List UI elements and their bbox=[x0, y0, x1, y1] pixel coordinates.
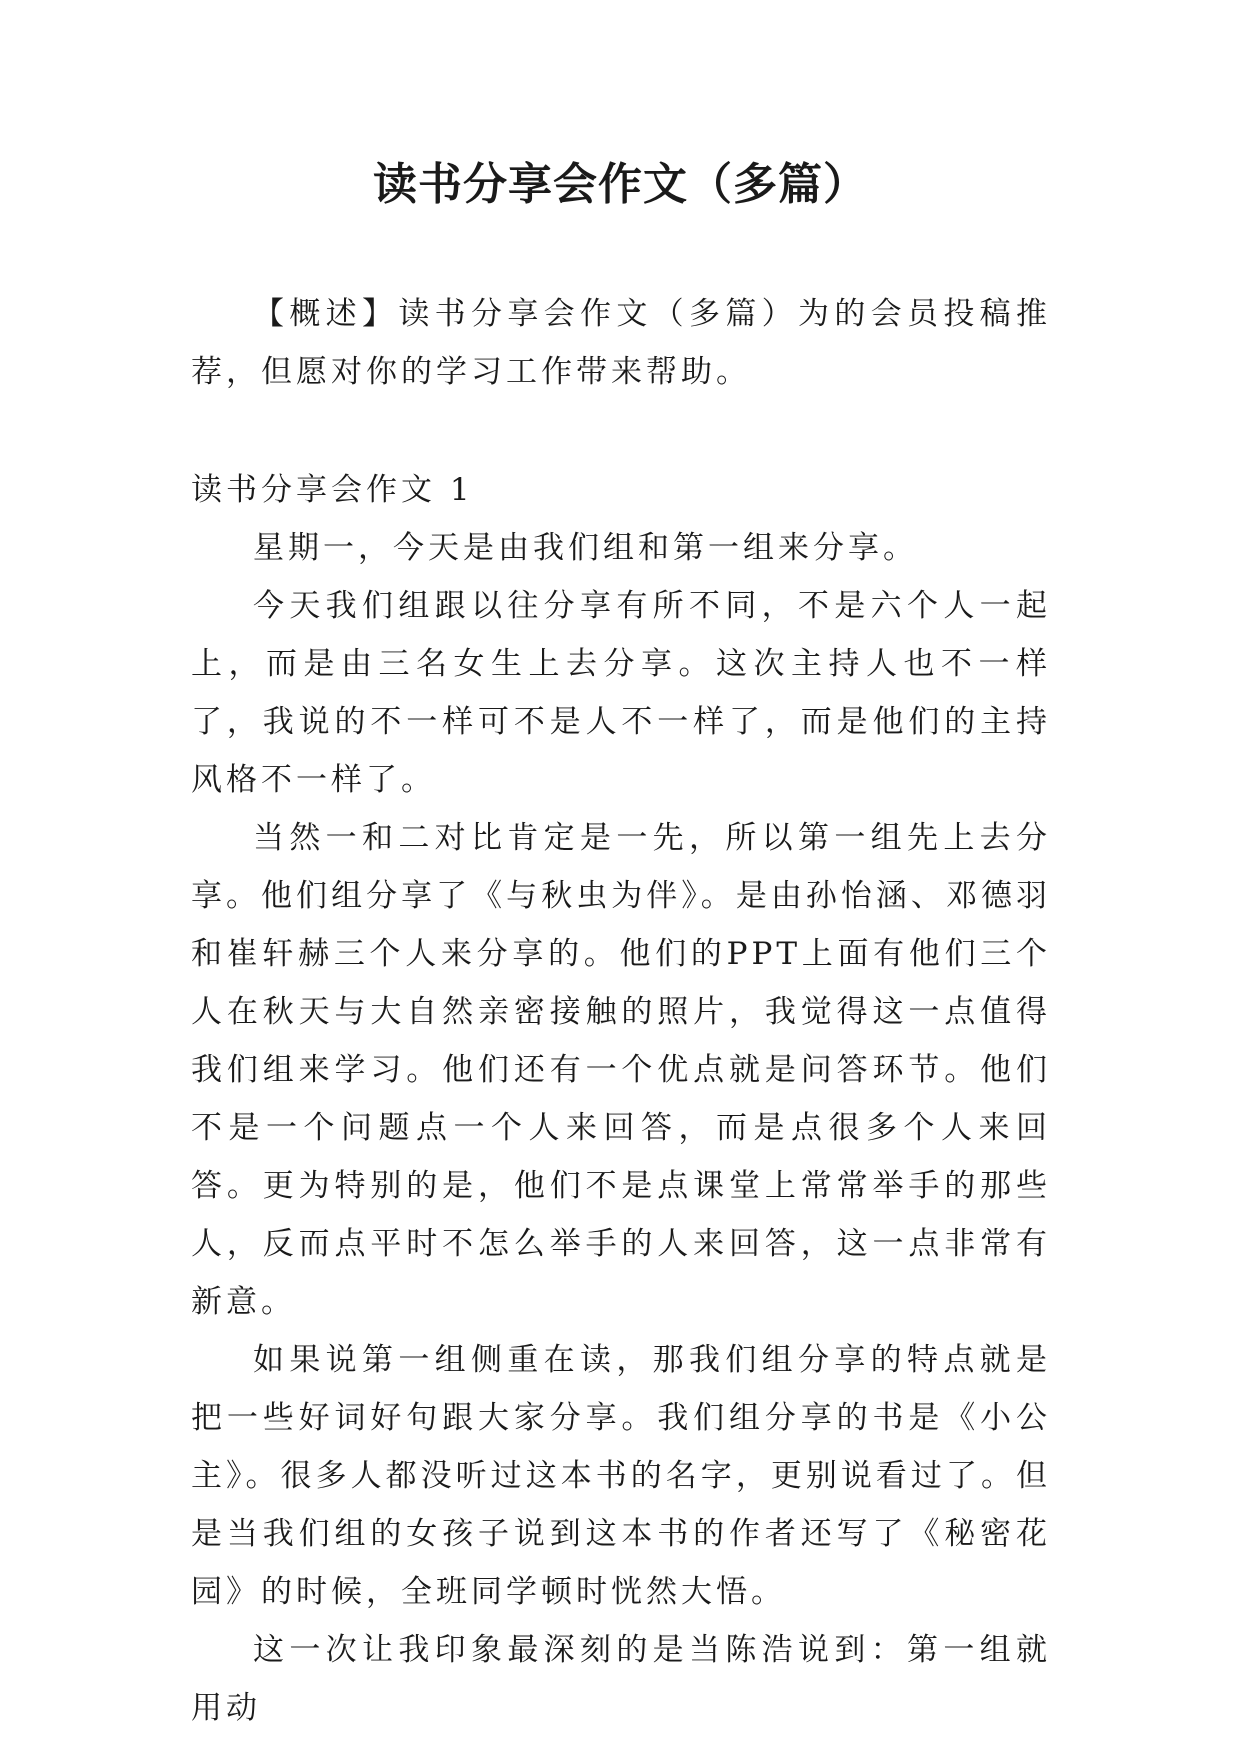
document-title: 读书分享会作文（多篇） bbox=[373, 159, 868, 210]
document-body bbox=[191, 285, 1051, 1737]
body-paragraph: 当然一和二对比肯定是一先，所以第一组先上去分享。他们组分享了《与秋虫为伴》。是由孙怡涵、邓德羽和崔轩赫三个人来分享的。他们的PPT上面有他们三个人在秋天与大自然亲密接触的照片，我觉得这一点值得我们组来学习。他们还有一个优点就是问答环节。他们不是一个问题点一个人来回答，而是点很多个人来回答。更为特别的是，他们不是点课堂上常常举手的那些人，反而点平时不怎么举手的人来回答，这一点非常有新意。 bbox=[191, 820, 1051, 1320]
body-paragraph: 今天我们组跟以往分享有所不同，不是六个人一起上，而是由三名女生上去分享。这次主持人也不一样了，我说的不一样可不是人不一样了，而是他们的主持风格不一样了。 bbox=[191, 588, 1051, 798]
body-paragraph: 星期一，今天是由我们组和第一组来分享。 bbox=[253, 530, 918, 566]
summary-paragraph: 【概述】读书分享会作文（多篇）为的会员投稿推荐，但愿对你的学习工作带来帮助。 bbox=[191, 296, 1051, 390]
body-paragraph: 这一次让我印象最深刻的是当陈浩说到：第一组就用动 bbox=[191, 1632, 1051, 1726]
section-heading: 读书分享会作文 1 bbox=[191, 472, 474, 508]
body-paragraph: 如果说第一组侧重在读，那我们组分享的特点就是把一些好词好句跟大家分享。我们组分享的书是《小公主》。很多人都没听过这本书的名字，更别说看过了。但是当我们组的女孩子说到这本书的作者还写了《秘密花园》的时候，全班同学顿时恍然大悟。 bbox=[191, 1342, 1051, 1610]
